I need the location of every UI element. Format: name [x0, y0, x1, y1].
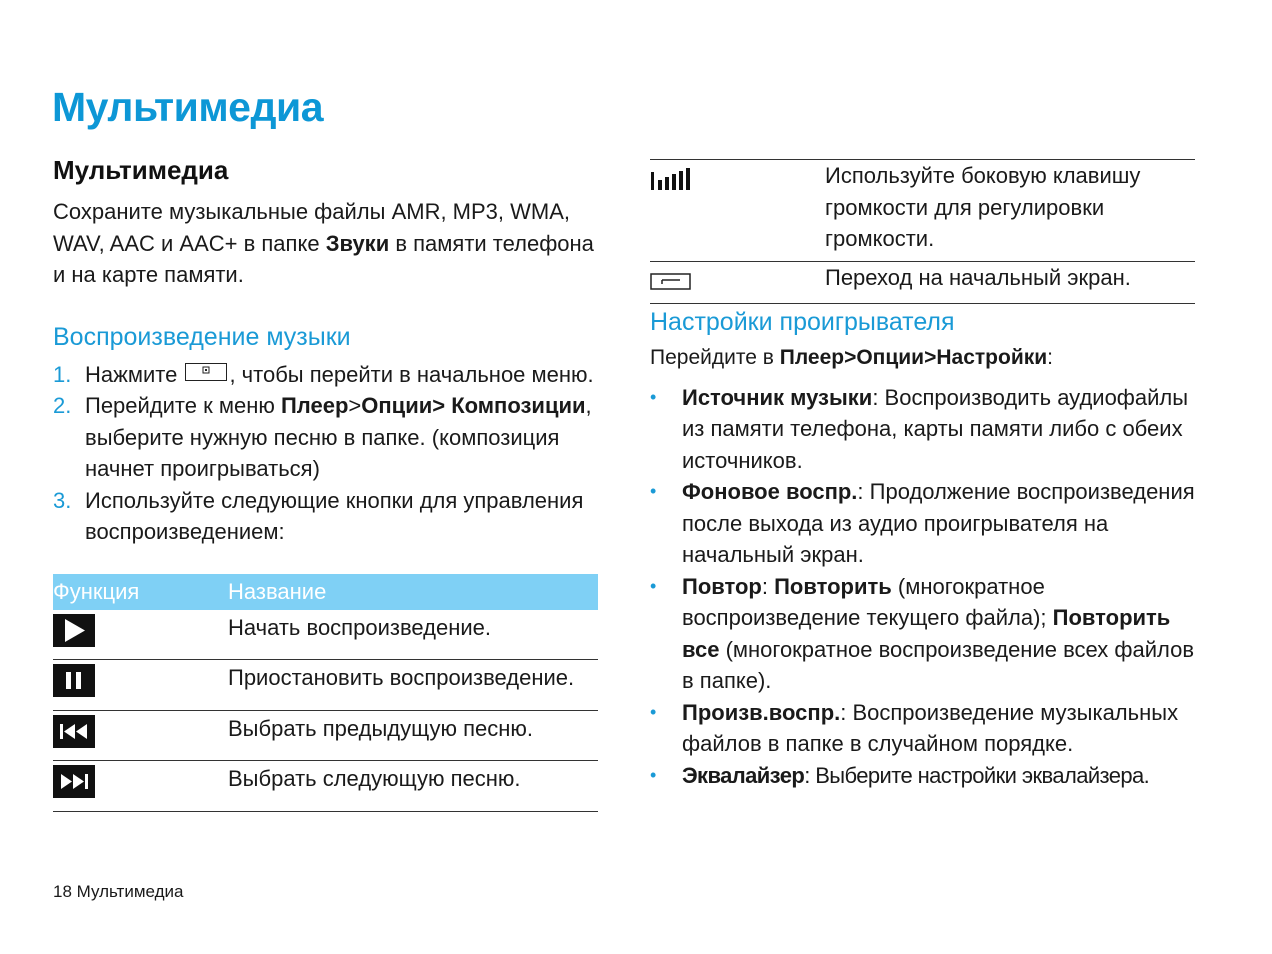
steps-list — [53, 359, 601, 548]
end-key-icon — [650, 271, 692, 296]
table-header-name: Название — [228, 574, 598, 610]
list-item: • Произв.воспр.: Воспроизведение музыкальных файлов в папке в случайном порядке. — [650, 699, 1179, 756]
playback-heading: Воспроизведение музыки — [53, 322, 351, 351]
table-header-function: Функция — [53, 574, 228, 610]
page-title: Мультимедиа — [52, 84, 324, 130]
keys-table — [650, 159, 1195, 304]
list-item: • Фоновое воспр.: Продолжение воспроизведения после выхода из аудио проигрывателя на начальный экран. — [650, 479, 1195, 567]
menu-key-icon — [185, 363, 227, 381]
table-row: Переход на начальный экран. — [650, 261, 1195, 304]
step-item: 1. Нажмите , чтобы перейти в начальное меню. — [53, 361, 594, 387]
settings-heading: Настройки проигрывателя — [650, 308, 955, 336]
section-heading: Мультимедиа — [53, 155, 229, 185]
list-item: • Повтор: Повторить (многократное воспроизведение текущего файла); Повторить все (многократное воспроизведение всех файлов в папке). — [650, 573, 1195, 693]
table-row: Выбрать предыдущую песню. — [53, 710, 598, 761]
table-row: Приостановить воспроизведение. — [53, 660, 598, 711]
volume-icon — [650, 172, 694, 197]
list-item: • Источник музыки: Воспроизводить аудиофайлы из памяти телефона, карты памяти либо с обеих источников. — [650, 384, 1189, 473]
table-row: Выбрать следующую песню. — [53, 761, 598, 812]
pause-icon — [53, 664, 95, 697]
page-footer: 18 Мультимедиа — [53, 882, 184, 901]
table-row: Используйте боковую клавишу громкости для регулировки громкости. — [650, 160, 1195, 262]
step-item: 3. Используйте следующие кнопки для управления воспроизведением: — [53, 487, 584, 544]
settings-list — [650, 382, 1195, 792]
right-column — [650, 159, 1195, 791]
list-item: • Эквалайзер: Выберите настройки эквалайзера. — [650, 762, 1150, 788]
table-row: Начать воспроизведение. — [53, 610, 598, 660]
controls-table — [53, 574, 598, 812]
settings-nav-path: Перейдите в Плеер>Опции>Настройки: — [650, 346, 1053, 369]
left-column — [53, 150, 601, 812]
intro-paragraph: Сохраните музыкальные файлы AMR, MP3, WMA, WAV, AAC и AAC+ в папке Звуки в памяти телефона и на карте памяти. — [53, 199, 594, 287]
previous-track-icon — [53, 715, 95, 748]
play-icon — [53, 614, 95, 647]
next-track-icon — [53, 765, 95, 798]
step-item: 2. Перейдите к меню Плеер>Опции> Композиции, выберите нужную песню в папке. (композиция начнет проигрываться) — [53, 393, 592, 481]
